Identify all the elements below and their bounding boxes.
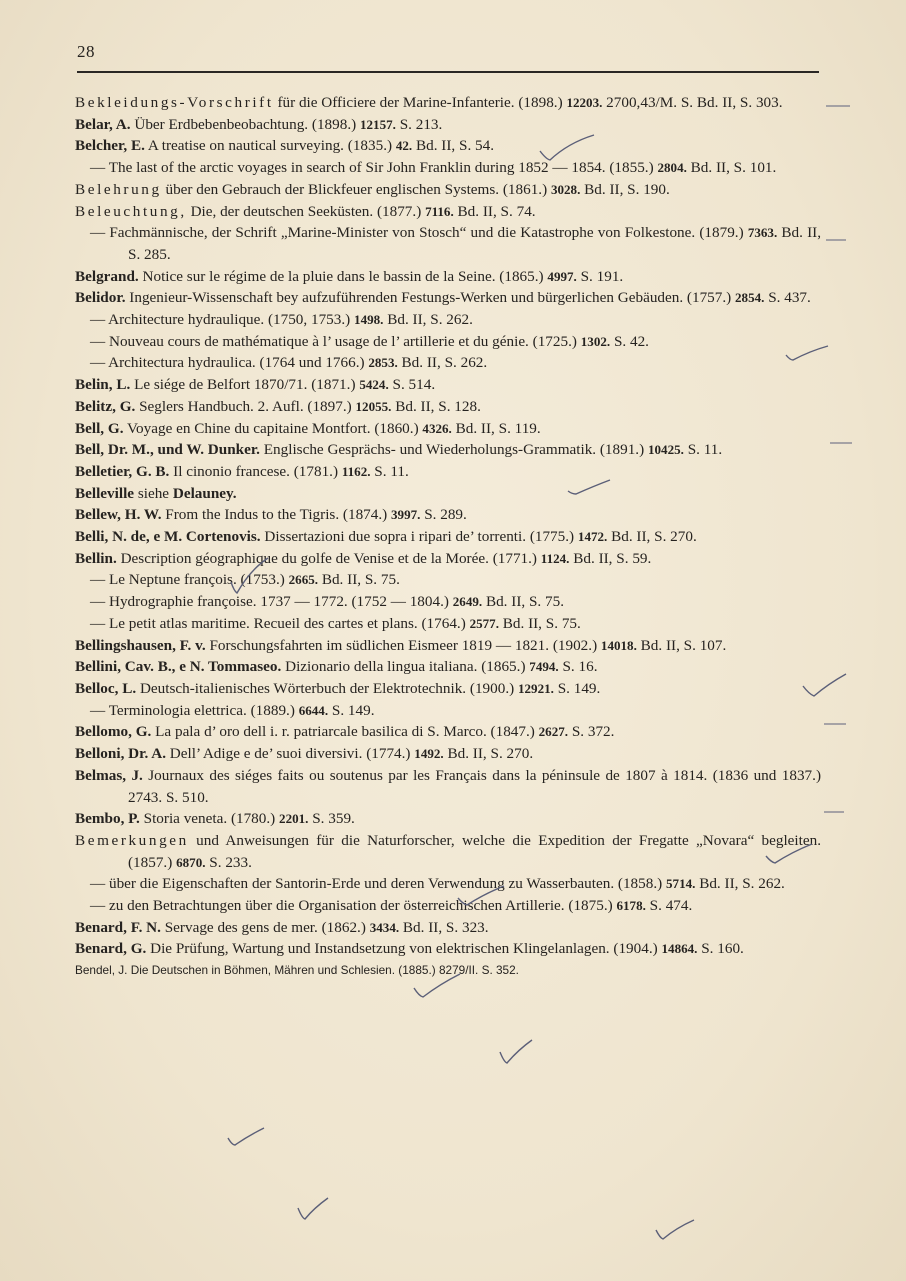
- entry-location: S. 233.: [205, 853, 252, 871]
- entry-shelf-number: 2854.: [735, 290, 765, 306]
- entry-location: Bd. II, S. 285.: [128, 224, 821, 263]
- entry-author: Bell, G.: [75, 419, 124, 437]
- catalog-entry: [75, 266, 821, 288]
- entry-location: S. 213.: [395, 115, 443, 133]
- entry-text: Forschungsfahrten im südlichen Eismeer 1819 — 1821. (1902.): [205, 636, 601, 654]
- pencil-checkmark: [296, 1196, 330, 1222]
- entry-shelf-number: 7116.: [425, 203, 454, 219]
- entry-author: Bembo, P.: [75, 810, 140, 828]
- entry-location: Bd. II, S. 119.: [451, 419, 541, 437]
- entry-location: S. 514.: [388, 376, 436, 394]
- entry-text: — Le Neptune françois. (1753.): [90, 571, 289, 589]
- catalog-subentry: [75, 700, 821, 722]
- entry-author: Belloni, Dr. A.: [75, 745, 166, 763]
- entry-text: siehe: [134, 484, 173, 502]
- entry-text: Servage des gens de mer. (1862.): [160, 918, 370, 936]
- entry-location: Bd. II, S. 59.: [569, 549, 652, 567]
- entry-shelf-number: 1498.: [354, 312, 384, 328]
- catalog-entry: [75, 721, 821, 743]
- entry-location: Bd. II, S. 190.: [580, 180, 670, 198]
- entry-location: 2700,43/M. S. Bd. II, S. 303.: [602, 94, 783, 111]
- entry-author: Belleville: [75, 484, 135, 502]
- page-number: 28: [77, 42, 95, 61]
- catalog-entry: [75, 92, 821, 114]
- entry-author: Bellew, H. W.: [75, 506, 162, 524]
- entry-author: Belar, A.: [75, 115, 131, 133]
- entry-keyword: Bekleidungs-Vorschrift: [75, 94, 274, 111]
- catalog-entry: [75, 374, 821, 396]
- entry-author: Bellomo, G.: [75, 723, 152, 741]
- catalog-entry: [75, 526, 821, 548]
- entry-shelf-number: 10425.: [647, 442, 684, 458]
- entry-author: Belmas, J.: [75, 766, 143, 784]
- header-rule: [77, 71, 819, 73]
- entry-shelf-number: 14018.: [600, 637, 637, 653]
- catalog-entry: [75, 201, 821, 223]
- pencil-dash: [830, 441, 854, 445]
- entry-shelf-number: 12203.: [566, 95, 603, 110]
- entry-text: A treatise on nautical surveying. (1835.): [144, 137, 396, 155]
- entry-shelf-number: 3434.: [369, 919, 400, 935]
- entry-text: Voyage en Chine du capitaine Montfort. (1860.): [123, 419, 423, 437]
- catalog-entry: [75, 396, 821, 418]
- entry-author: Belloc, L.: [75, 679, 137, 697]
- entry-location: Bd. II, S. 101.: [686, 159, 777, 177]
- entry-text: La pala d’ oro dell i. r. patriarcale basilica di S. Marco. (1847.): [151, 723, 539, 741]
- entry-text: Notice sur le régime de la pluie dans le bassin de la Seine. (1865.): [138, 267, 548, 285]
- entry-location: S. 191.: [576, 267, 624, 285]
- entry-location: S. 11.: [683, 441, 723, 459]
- entry-author: Belli, N. de, e M. Cortenovis.: [75, 528, 261, 546]
- entry-text: Die Prüfung, Wartung und Instandsetzung von elektrischen Klingelanlagen. (1904.): [146, 940, 662, 958]
- catalog-subentry: [75, 613, 821, 635]
- catalog-entry: [75, 461, 821, 483]
- catalog-entries: [75, 92, 821, 980]
- entry-location: S. 149.: [553, 679, 601, 697]
- entry-shelf-number: 6644.: [298, 702, 329, 718]
- catalog-subentry: [75, 352, 821, 374]
- entry-location: Bd. II, S. 128.: [391, 397, 481, 415]
- catalog-entry: [75, 765, 821, 808]
- entry-text: Über Erdbebenbeobachtung. (1898.): [130, 115, 360, 133]
- catalog-entry: [75, 917, 821, 939]
- catalog-subentry: [75, 591, 821, 613]
- entry-shelf-number: 7363.: [747, 225, 778, 241]
- catalog-entry: [75, 678, 821, 700]
- catalog-entry: [75, 656, 821, 678]
- entry-shelf-number: 1472.: [577, 529, 608, 545]
- entry-keyword: Bemerkungen: [75, 831, 189, 849]
- pencil-checkmark: [498, 1038, 534, 1066]
- entry-location: S. 16.: [558, 658, 598, 676]
- entry-text: — Terminologia elettrica. (1889.): [90, 701, 299, 719]
- entry-shelf-number: 12157.: [359, 116, 396, 132]
- entry-location: S. 149.: [328, 701, 375, 719]
- catalog-entry: [75, 135, 821, 157]
- catalog-subentry: [75, 222, 821, 265]
- entry-text: Die, der deutschen Seeküsten. (1877.): [186, 202, 426, 220]
- pencil-dash: [824, 722, 848, 726]
- entry-text: Dizionario della lingua italiana. (1865.): [281, 658, 530, 676]
- pencil-dash: [824, 810, 846, 814]
- entry-location: S. 11.: [370, 462, 409, 480]
- entry-location: Bd. II, S. 74.: [453, 202, 536, 220]
- entry-author: Benard, F. N.: [75, 918, 161, 936]
- entry-text: — The last of the arctic voyages in search of Sir John Franklin during 1852 — 1854. (1855.): [90, 159, 658, 177]
- entry-shelf-number: 12921.: [517, 680, 554, 696]
- entry-location: Bd. II, S. 262.: [695, 875, 785, 893]
- entry-author: Belcher, E.: [75, 137, 145, 155]
- entry-author: Bellin.: [75, 549, 117, 567]
- entry-text: über den Gebrauch der Blickfeuer englischen Systems. (1861.): [161, 180, 551, 198]
- entry-shelf-number: 1162.: [341, 463, 371, 479]
- entry-author: Belidor.: [75, 289, 126, 307]
- entry-location: Bd. II, S. 323.: [399, 918, 489, 936]
- entry-location: Bd. II, S. 262.: [383, 311, 473, 329]
- entry-shelf-number: 1492.: [414, 746, 444, 762]
- entry-location: Bd. II, S. 75.: [318, 571, 400, 589]
- entry-shelf-number: 5714.: [666, 876, 696, 892]
- entry-location: Bd. II, S. 270.: [607, 528, 697, 546]
- pencil-checkmark: [226, 1126, 266, 1148]
- entry-shelf-number: 2201.: [279, 811, 309, 827]
- pencil-checkmark: [654, 1218, 696, 1242]
- catalog-entry: [75, 439, 821, 461]
- entry-text: Description géographique du golfe de Venise et de la Morée. (1771.): [116, 549, 541, 567]
- entry-text: Deutsch-italienisches Wörterbuch der Elektrotechnik. (1900.): [136, 679, 518, 697]
- entry-shelf-number: 12055.: [355, 398, 392, 414]
- entry-text: — Nouveau cours de mathématique à l’ usage de l’ artillerie et du génie. (1725.): [90, 332, 581, 350]
- entry-text: Bendel, J. Die Deutschen in Böhmen, Mähren und Schlesien. (1885.) 8279/II. S. 352.: [75, 963, 519, 978]
- catalog-entry: [75, 504, 821, 526]
- entry-text: From the Indus to the Tigris. (1874.): [161, 506, 392, 524]
- entry-author: Belgrand.: [75, 267, 139, 285]
- catalog-subentry: [75, 309, 821, 331]
- entry-text: — Hydrographie françoise. 1737 — 1772. (1752 — 1804.): [90, 593, 453, 611]
- entry-location: Bd. II, S. 75.: [498, 614, 581, 632]
- entry-text: Le siége de Belfort 1870/71. (1871.): [130, 376, 360, 394]
- entry-shelf-number: 6178.: [616, 898, 646, 914]
- catalog-subentry: [75, 331, 821, 353]
- entry-shelf-number: 4997.: [547, 268, 577, 284]
- entry-location: S. 289.: [420, 506, 467, 524]
- entry-author: Bellingshausen, F. v.: [75, 636, 206, 654]
- catalog-subentry: [75, 873, 821, 895]
- entry-shelf-number: 2649.: [452, 594, 483, 610]
- entry-location: S. 474.: [645, 897, 693, 915]
- pencil-dash: [826, 238, 848, 242]
- entry-location: Bd. II, S. 75.: [482, 593, 564, 611]
- entry-text: Englische Gesprächs- und Wiederholungs-Grammatik. (1891.): [259, 441, 648, 459]
- catalog-entry: [75, 743, 821, 765]
- entry-shelf-number: 14864.: [661, 941, 698, 957]
- catalog-entry: [75, 179, 821, 201]
- entry-text: Seglers Handbuch. 2. Aufl. (1897.): [135, 397, 356, 415]
- catalog-subentry: [75, 895, 821, 917]
- entry-location: S. 160.: [697, 940, 744, 958]
- pencil-dash: [826, 104, 852, 108]
- entry-shelf-number: 3997.: [391, 507, 421, 523]
- catalog-entry: [75, 287, 821, 309]
- entry-location: Bd. II, S. 270.: [443, 745, 534, 763]
- entry-author: Belin, L.: [75, 376, 131, 394]
- entry-shelf-number: 1124.: [540, 550, 570, 566]
- entry-text: Il cinonio francese. (1781.): [169, 462, 342, 480]
- entry-keyword: Beleuchtung,: [75, 202, 187, 220]
- catalog-entry: [75, 418, 821, 440]
- entry-author: Belletier, G. B.: [75, 462, 170, 480]
- entry-author: Bell, Dr. M., und W. Dunker.: [75, 441, 260, 459]
- entry-shelf-number: 2665.: [288, 572, 319, 588]
- entry-shelf-number: 2577.: [469, 615, 499, 631]
- entry-text: — Architectura hydraulica. (1764 und 1766.): [90, 354, 369, 372]
- entry-shelf-number: 42.: [395, 138, 413, 154]
- catalog-entry: [75, 114, 821, 136]
- entry-location: S. 437.: [764, 289, 811, 307]
- entry-keyword: Belehrung: [75, 180, 162, 198]
- entry-text: — Architecture hydraulique. (1750, 1753.): [90, 311, 355, 329]
- catalog-entry: [75, 548, 821, 570]
- entry-shelf-number: 3028.: [550, 181, 581, 197]
- entry-text: Journaux des siéges faits ou soutenus par les Français dans la péninsule de 1807 à 1814. (1836 und 1837.) 2743. S. 510.: [128, 766, 821, 806]
- entry-location: S. 372.: [568, 723, 615, 741]
- catalog-entry: [75, 635, 821, 657]
- entry-text: — über die Eigenschaften der Santorin-Erde und deren Verwendung zu Wasserbauten. (1858.): [90, 875, 666, 893]
- entry-location: Bd. II, S. 54.: [412, 137, 495, 155]
- catalog-entry: [75, 830, 821, 873]
- entry-text: — Le petit atlas maritime. Recueil des cartes et plans. (1764.): [90, 614, 470, 632]
- entry-text: — Fachmännische, der Schrift „Marine-Minister von Stosch“ und die Katastrophe von Folkestone. (1879.): [90, 224, 748, 242]
- entry-author: Bellini, Cav. B., e N. Tommaseo.: [75, 658, 282, 676]
- entry-shelf-number: 1302.: [580, 333, 611, 349]
- catalog-entry: [75, 483, 821, 505]
- catalog-entry: [75, 808, 821, 830]
- entry-text: Ingenieur-Wissenschaft bey aufzuführenden Festungs-Werken und bürgerlichen Gebäuden. (1757.): [125, 289, 736, 307]
- entry-location: Bd. II, S. 262.: [397, 354, 488, 372]
- entry-text: und Anweisungen für die Naturforscher, welche die Expedition der Fregatte „Novara“ begleiten. (1857.): [128, 831, 821, 871]
- catalog-entry: [75, 938, 821, 960]
- entry-shelf-number: 5424.: [359, 377, 389, 393]
- entry-crossref: Delauney.: [172, 484, 237, 502]
- entry-location: S. 359.: [308, 810, 355, 828]
- entry-location: S. 42.: [610, 332, 649, 350]
- entry-text: — zu den Betrachtungen über die Organisation der österreichischen Artillerie. (1875.): [90, 897, 617, 915]
- entry-shelf-number: 4326.: [422, 420, 452, 436]
- catalog-subentry: [75, 157, 821, 179]
- entry-shelf-number: 2804.: [657, 160, 687, 176]
- entry-shelf-number: 2853.: [368, 355, 398, 371]
- entry-text: für die Officiere der Marine-Infanterie. (1898.): [273, 94, 567, 111]
- entry-shelf-number: 2627.: [538, 724, 569, 740]
- entry-shelf-number: 7494.: [529, 659, 559, 675]
- entry-text: Dissertazioni due sopra i ripari de’ torrenti. (1775.): [260, 528, 578, 546]
- entry-text: Storia veneta. (1780.): [139, 810, 280, 828]
- entry-shelf-number: 6870.: [176, 854, 206, 870]
- catalog-subentry: [75, 569, 821, 591]
- entry-author: Benard, G.: [75, 940, 147, 958]
- entry-location: Bd. II, S. 107.: [636, 636, 727, 654]
- entry-text: Dell’ Adige e de’ suoi diversivi. (1774.): [166, 745, 415, 763]
- entry-author: Belitz, G.: [75, 397, 136, 415]
- catalog-entry: [75, 960, 821, 980]
